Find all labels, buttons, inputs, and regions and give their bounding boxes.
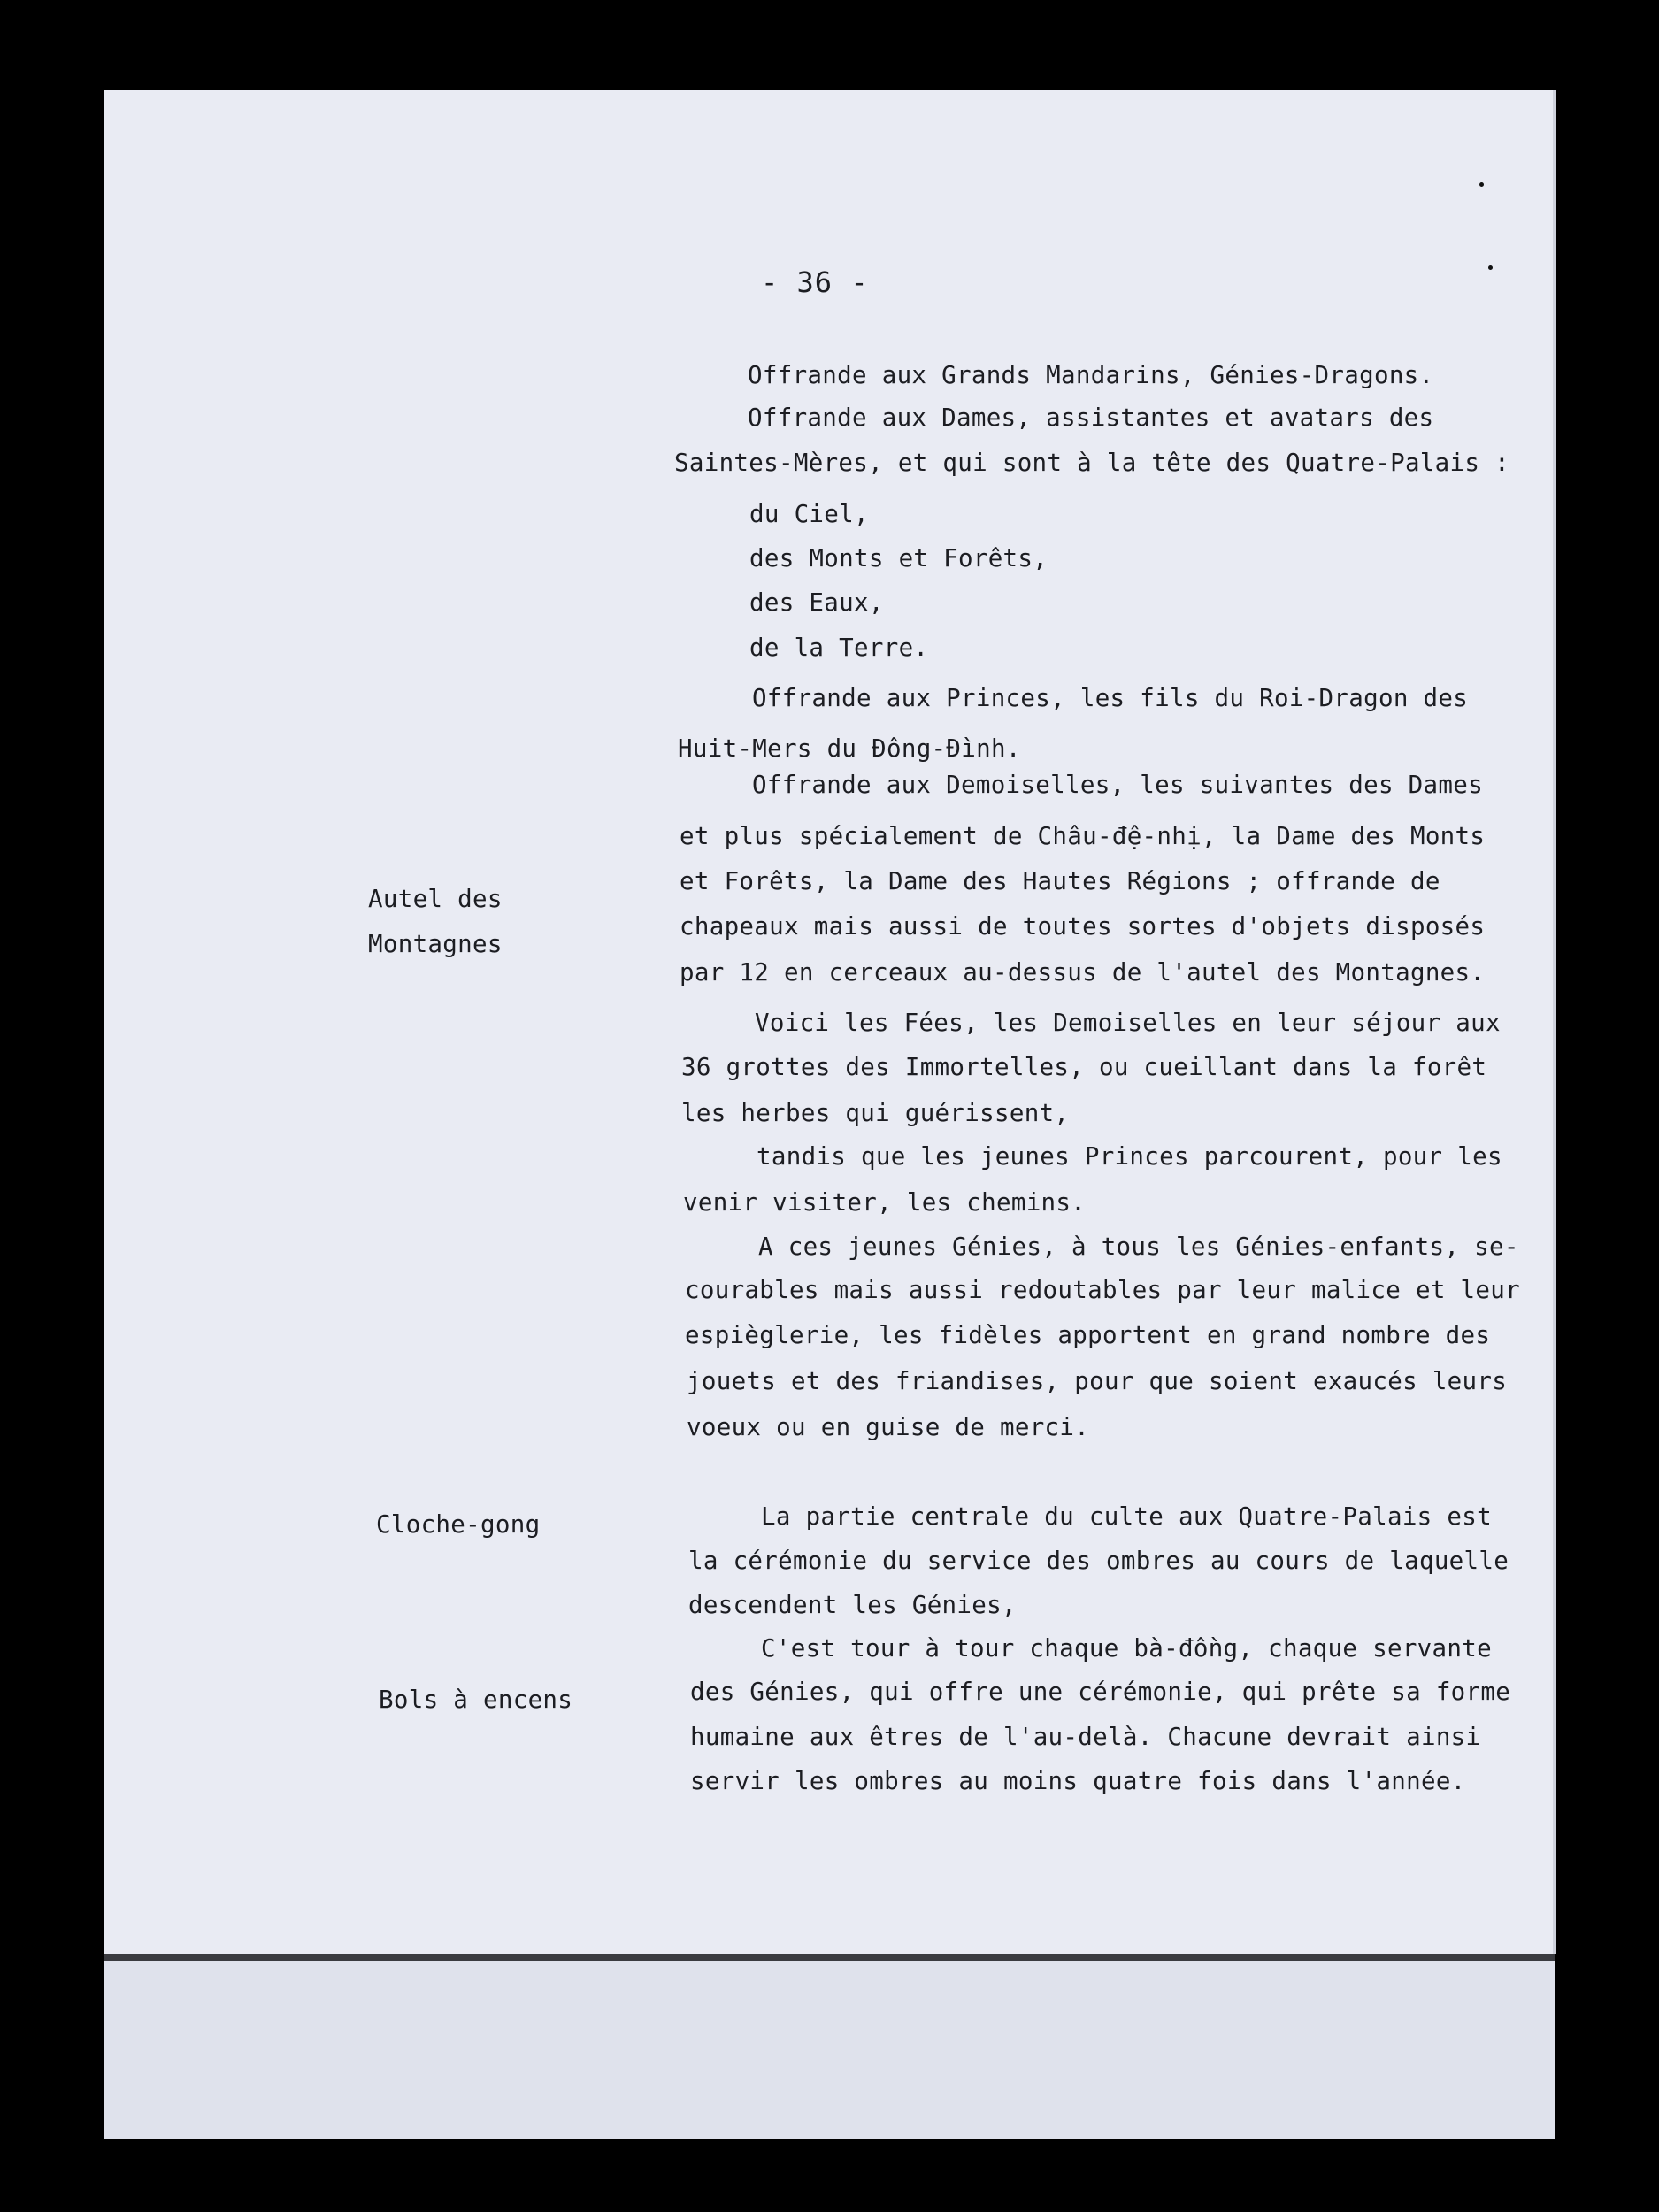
text-line: du Ciel, [749,500,869,528]
text-line: descendent les Génies, [688,1591,1017,1619]
text-line: venir visiter, les chemins. [683,1188,1087,1217]
underlying-sheet [104,1957,1555,2139]
text-line: des Génies, qui offre une cérémonie, qui prête sa forme [690,1678,1511,1706]
margin-note-bols-encens: Bols à encens [379,1686,573,1714]
text-line: et Forêts, la Dame des Hautes Régions ; offrande de [680,867,1440,895]
text-line: Offrande aux Grands Mandarins, Génies-Dragons. [748,361,1434,389]
margin-note-autel-line2: Montagnes [368,930,503,958]
text-line: Saintes-Mères, et qui sont à la tête des Quatre-Palais : [674,449,1509,477]
text-line: 36 grottes des Immortelles, ou cueillant dans la forêt [681,1053,1487,1081]
page-number: - 36 - [761,265,869,299]
text-line: Huit-Mers du Đông-Đình. [678,734,1021,763]
text-line: espièglerie, les fidèles apportent en grand nombre des [685,1321,1491,1349]
text-line: A ces jeunes Génies, à tous les Génies-enfants, se- [758,1233,1519,1261]
text-line: de la Terre. [749,634,929,662]
text-line: servir les ombres au moins quatre fois dans l'année. [690,1767,1466,1795]
text-line: les herbes qui guérissent, [681,1099,1070,1127]
dust-speck [1479,182,1484,187]
text-line: Voici les Fées, les Demoiselles en leur séjour aux [755,1009,1501,1037]
text-line: par 12 en cerceaux au-dessus de l'autel des Montagnes. [680,958,1486,987]
text-line: courables mais aussi redoutables par leur malice et leur [685,1276,1520,1304]
text-line: Offrande aux Demoiselles, les suivantes des Dames [752,771,1483,799]
text-line: Offrande aux Princes, les fils du Roi-Dragon des [752,684,1469,712]
margin-note-cloche-gong: Cloche-gong [376,1510,541,1539]
text-line: voeux ou en guise de merci. [687,1413,1090,1441]
text-line: tandis que les jeunes Princes parcourent, pour les [757,1142,1502,1171]
sheet-bottom-edge [104,1954,1555,1961]
text-line: et plus spécialement de Châu-đệ-nhị, la Dame des Monts [680,822,1486,850]
margin-note-autel-line1: Autel des [368,885,503,913]
text-line: La partie centrale du culte aux Quatre-Palais est [761,1502,1492,1531]
text-line: jouets et des friandises, pour que soient exaucés leurs [687,1367,1508,1395]
text-line: des Eaux, [749,588,884,617]
text-line: Offrande aux Dames, assistantes et avatars des [748,403,1434,432]
text-line: humaine aux êtres de l'au-delà. Chacune devrait ainsi [690,1723,1481,1751]
text-line: la cérémonie du service des ombres au cours de laquelle [688,1547,1509,1575]
text-line: C'est tour à tour chaque bà-đồng, chaque servante [761,1634,1492,1663]
dust-speck [1488,265,1493,270]
text-line: des Monts et Forêts, [749,544,1048,572]
text-line: chapeaux mais aussi de toutes sortes d'objets disposés [680,912,1486,941]
